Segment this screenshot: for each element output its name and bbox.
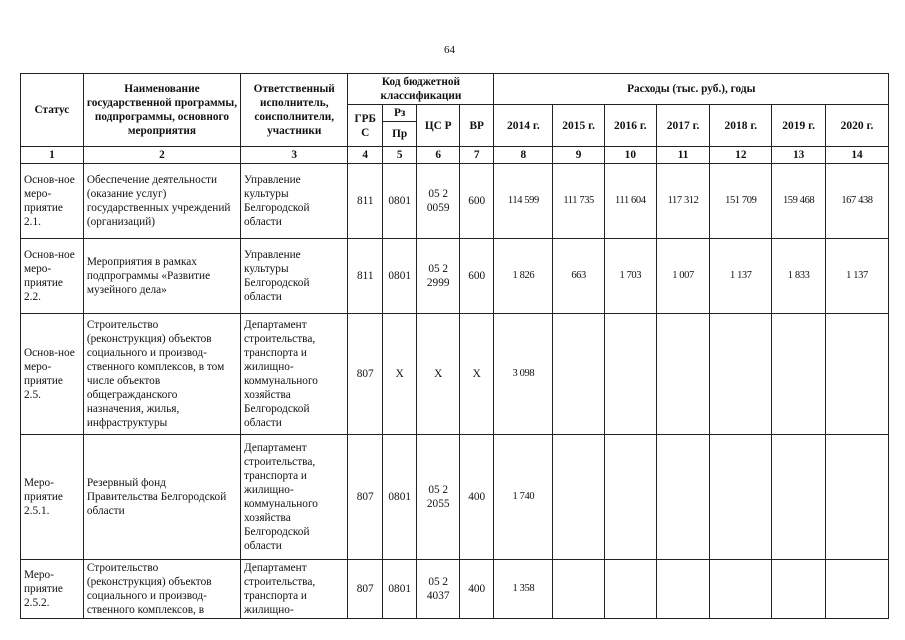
- header-responsible: Ответственный исполнитель, соисполнители, участники: [241, 74, 348, 147]
- row-vr: 600: [460, 164, 494, 239]
- column-number: 11: [656, 147, 710, 164]
- row-value-2015: [553, 560, 605, 619]
- row-value-2016: [604, 560, 656, 619]
- row-csr: Х: [417, 314, 460, 435]
- row-value-2017: [656, 560, 710, 619]
- table-row: [21, 239, 889, 314]
- row-value-2016: [604, 314, 656, 435]
- row-value-2014: 1 740: [494, 435, 553, 560]
- row-value-2015: 663: [553, 239, 605, 314]
- column-number: 3: [241, 147, 348, 164]
- row-rzpr: 0801: [382, 164, 416, 239]
- row-value-2019: 1 833: [772, 239, 826, 314]
- row-name: Обеспечение деятельности (оказание услуг) государственных учреждений (организаций): [83, 164, 240, 239]
- column-number: 9: [553, 147, 605, 164]
- row-value-2018: 1 137: [710, 239, 772, 314]
- row-grbs: 811: [348, 239, 382, 314]
- row-value-2015: [553, 435, 605, 560]
- row-value-2019: [772, 314, 826, 435]
- row-value-2017: 1 007: [656, 239, 710, 314]
- row-grbs: 807: [348, 560, 382, 619]
- table-row: [21, 164, 889, 239]
- header-year: 2014 г.: [494, 105, 553, 147]
- row-responsible: Управление культуры Белгородской области: [241, 239, 348, 314]
- row-status: Основ-ное меро-приятие 2.2.: [21, 239, 84, 314]
- row-responsible: Департамент строительства, транспорта и жилищно-: [241, 560, 348, 619]
- row-value-2019: 159 468: [772, 164, 826, 239]
- row-name: Резервный фонд Правительства Белгородской области: [83, 435, 240, 560]
- header-budget-code: Код бюджетной классификации: [348, 74, 494, 105]
- row-value-2017: [656, 435, 710, 560]
- row-value-2016: [604, 435, 656, 560]
- row-status: Меро-приятие 2.5.2.: [21, 560, 84, 619]
- row-rzpr: 0801: [382, 560, 416, 619]
- header-year: 2020 г.: [825, 105, 888, 147]
- header-expenses: Расходы (тыс. руб.), годы: [494, 74, 889, 105]
- column-number: 14: [825, 147, 888, 164]
- column-number: 1: [21, 147, 84, 164]
- row-status: Основ-ное меро-приятие 2.1.: [21, 164, 84, 239]
- row-name: Мероприятия в рамках подпрограммы «Развитие музейного дела»: [83, 239, 240, 314]
- row-value-2016: 111 604: [604, 164, 656, 239]
- row-value-2020: 1 137: [825, 239, 888, 314]
- row-csr: 05 2 2055: [417, 435, 460, 560]
- row-value-2020: 167 438: [825, 164, 888, 239]
- row-rzpr: 0801: [382, 239, 416, 314]
- column-number: 8: [494, 147, 553, 164]
- budget-table: [20, 73, 889, 619]
- column-number: 7: [460, 147, 494, 164]
- header-status: Статус: [21, 74, 84, 147]
- row-rzpr: Х: [382, 314, 416, 435]
- row-csr: 05 2 2999: [417, 239, 460, 314]
- table-row: [21, 560, 889, 619]
- row-csr: 05 2 0059: [417, 164, 460, 239]
- row-rzpr: 0801: [382, 435, 416, 560]
- row-responsible: Департамент строительства, транспорта и жилищно-коммунального хозяйства Белгородской области: [241, 314, 348, 435]
- row-status: Меро-приятие 2.5.1.: [21, 435, 84, 560]
- header-row-top: [21, 74, 889, 105]
- row-value-2015: [553, 314, 605, 435]
- header-name: Наименование государственной программы, подпрограммы, основного мероприятия: [83, 74, 240, 147]
- row-grbs: 807: [348, 435, 382, 560]
- row-value-2015: 111 735: [553, 164, 605, 239]
- row-name: Строительство (реконструкция) объектов социального и производ-ственного комплексов, в том числе объектов общегражданского назначения, жилья, инфраструктуры: [83, 314, 240, 435]
- row-csr: 05 2 4037: [417, 560, 460, 619]
- row-value-2018: [710, 435, 772, 560]
- header-year: 2018 г.: [710, 105, 772, 147]
- table-row: [21, 435, 889, 560]
- row-grbs: 807: [348, 314, 382, 435]
- column-number: 2: [83, 147, 240, 164]
- header-year: 2016 г.: [604, 105, 656, 147]
- row-value-2014: 114 599: [494, 164, 553, 239]
- row-value-2017: [656, 314, 710, 435]
- row-name: Строительство (реконструкция) объектов социального и производ-ственного комплексов, в: [83, 560, 240, 619]
- column-number: 10: [604, 147, 656, 164]
- row-responsible: Управление культуры Белгородской области: [241, 164, 348, 239]
- row-vr: 400: [460, 435, 494, 560]
- row-grbs: 811: [348, 164, 382, 239]
- row-value-2014: 1 358: [494, 560, 553, 619]
- table-row: [21, 314, 889, 435]
- header-year: 2015 г.: [553, 105, 605, 147]
- row-vr: 600: [460, 239, 494, 314]
- header-grbs: ГРБ С: [348, 105, 382, 147]
- row-status: Основ-ное меро-приятие 2.5.: [21, 314, 84, 435]
- column-number: 13: [772, 147, 826, 164]
- row-value-2014: 3 098: [494, 314, 553, 435]
- row-vr: Х: [460, 314, 494, 435]
- column-number: 12: [710, 147, 772, 164]
- page-number: 64: [444, 44, 455, 56]
- column-number-row: [21, 147, 889, 164]
- row-value-2020: [825, 435, 888, 560]
- row-value-2019: [772, 560, 826, 619]
- row-value-2018: [710, 560, 772, 619]
- header-year: 2019 г.: [772, 105, 826, 147]
- row-value-2018: [710, 314, 772, 435]
- row-value-2020: [825, 560, 888, 619]
- header-rz: Рз: [382, 105, 416, 122]
- row-value-2019: [772, 435, 826, 560]
- header-csr: ЦС Р: [417, 105, 460, 147]
- header-pr: Пр: [382, 122, 416, 147]
- row-value-2016: 1 703: [604, 239, 656, 314]
- column-number: 6: [417, 147, 460, 164]
- row-value-2018: 151 709: [710, 164, 772, 239]
- header-vr: ВР: [460, 105, 494, 147]
- row-value-2017: 117 312: [656, 164, 710, 239]
- column-number: 4: [348, 147, 382, 164]
- header-year: 2017 г.: [656, 105, 710, 147]
- column-number: 5: [382, 147, 416, 164]
- row-value-2014: 1 826: [494, 239, 553, 314]
- row-vr: 400: [460, 560, 494, 619]
- row-responsible: Департамент строительства, транспорта и жилищно-коммунального хозяйства Белгородской области: [241, 435, 348, 560]
- row-value-2020: [825, 314, 888, 435]
